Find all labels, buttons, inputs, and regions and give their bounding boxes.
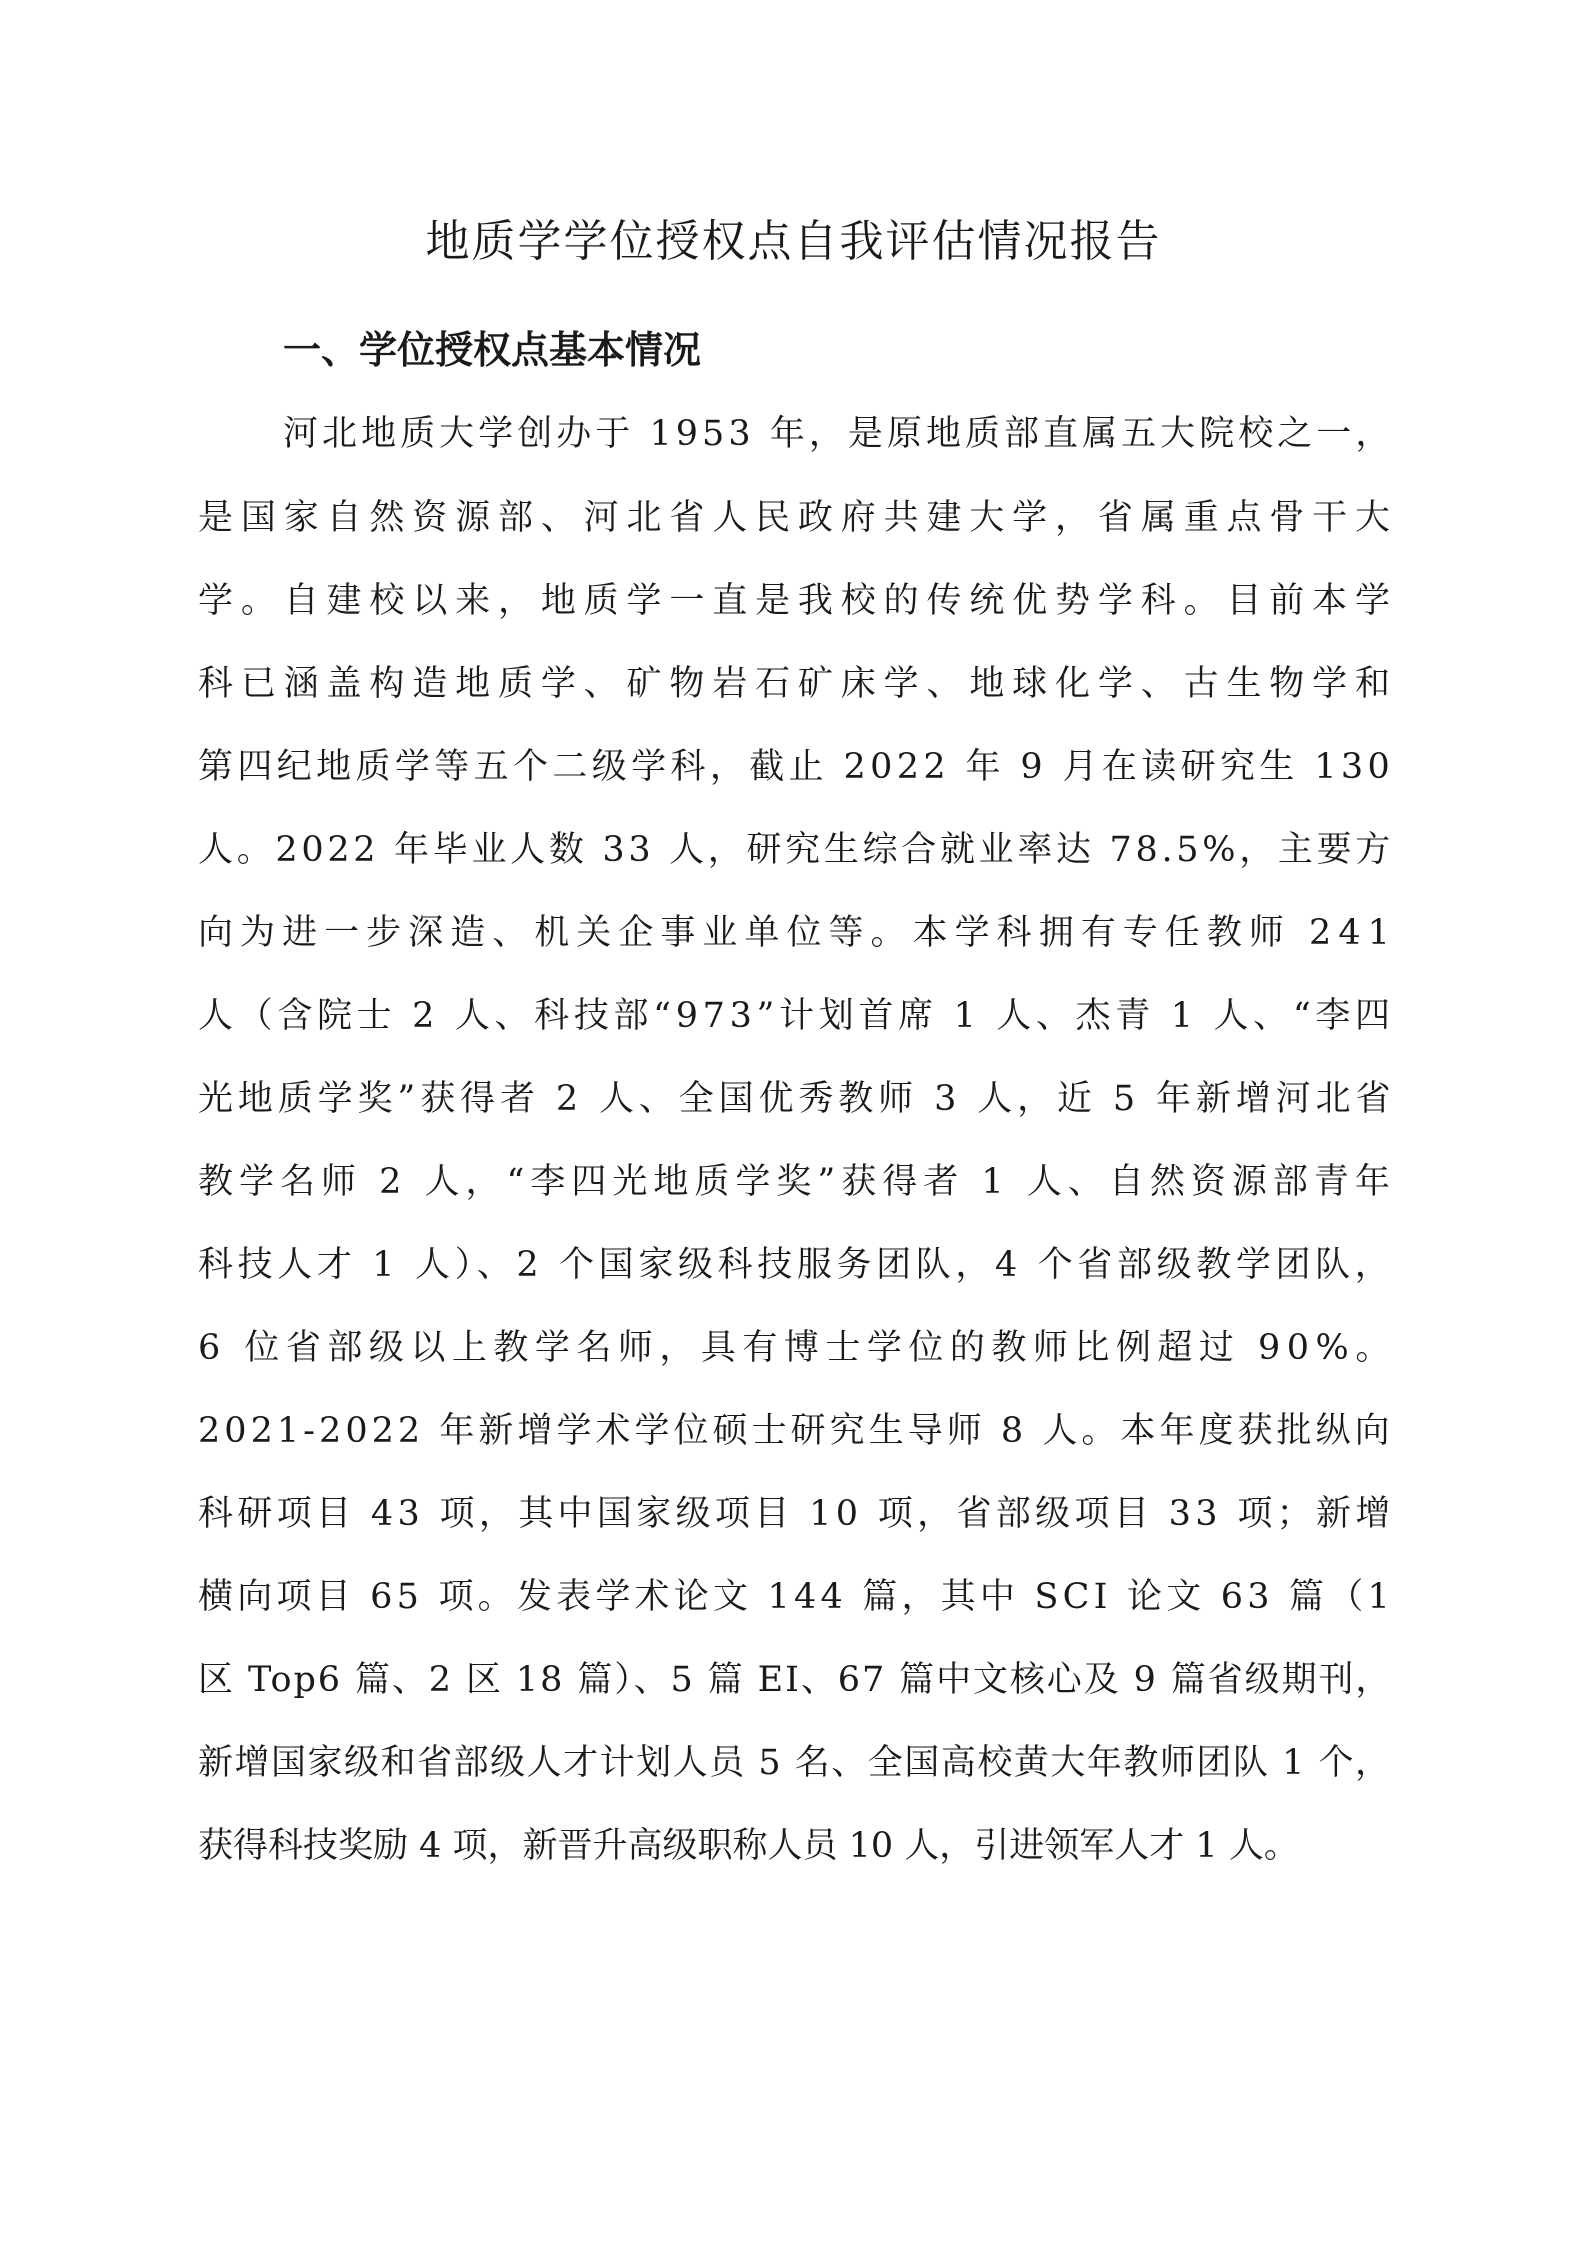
paragraph-line: 科已涵盖构造地质学、矿物岩石矿床学、地球化学、古生物学和 xyxy=(198,664,1398,704)
paragraph-line: 6 位省部级以上教学名师，具有博士学位的教师比例超过 90%。 xyxy=(198,1328,1397,1368)
paragraph-line: 横向项目 65 项。发表学术论文 144 篇，其中 SCI 论文 63 篇（1 xyxy=(198,1577,1394,1617)
section-heading: 一、学位授权点基本情况 xyxy=(283,328,702,372)
paragraph-line: 科研项目 43 项，其中国家级项目 10 项，省部级项目 33 项；新增 xyxy=(198,1494,1395,1534)
paragraph-line: 科技人才 1 人）、2 个国家级科技服务团队，4 个省部级教学团队， xyxy=(198,1245,1395,1285)
paragraph-line: 向为进一步深造、机关企事业单位等。本学科拥有专任教师 241 xyxy=(198,913,1397,953)
paragraph-line: 学。自建校以来，地质学一直是我校的传统优势学科。目前本学 xyxy=(198,581,1398,621)
paragraph-line: 教学名师 2 人，“李四光地质学奖”获得者 1 人、自然资源部青年 xyxy=(198,1162,1396,1202)
paragraph-line: 获得科技奖励 4 项，新晋升高级职称人员 10 人，引进领军人才 1 人。 xyxy=(198,1826,1299,1866)
paragraph-line: 第四纪地质学等五个二级学科，截止 2022 年 9 月在读研究生 130 xyxy=(198,747,1395,787)
paragraph-line: 新增国家级和省部级人才计划人员 5 名、全国高校黄大年教师团队 1 个， xyxy=(198,1743,1392,1783)
document-title: 地质学学位授权点自我评估情况报告 xyxy=(425,216,1162,267)
paragraph-line: 河北地质大学创办于 1953 年，是原地质部直属五大院校之一， xyxy=(283,414,1395,454)
paragraph-line: 人（含院士 2 人、科技部“973”计划首席 1 人、杰青 1 人、“李四 xyxy=(198,996,1395,1036)
paragraph-line: 2021-2022 年新增学术学位硕士研究生导师 8 人。本年度获批纵向 xyxy=(198,1411,1394,1451)
paragraph-line: 光地质学奖”获得者 2 人、全国优秀教师 3 人，近 5 年新增河北省 xyxy=(198,1079,1396,1119)
paragraph-line: 区 Top6 篇、2 区 18 篇）、5 篇 EI、67 篇中文核心及 9 篇省级期刊， xyxy=(198,1660,1393,1700)
paragraph-line: 是国家自然资源部、河北省人民政府共建大学，省属重点骨干大 xyxy=(198,498,1398,538)
paragraph-line: 人。2022 年毕业人数 33 人，研究生综合就业率达 78.5%，主要方 xyxy=(198,830,1394,870)
